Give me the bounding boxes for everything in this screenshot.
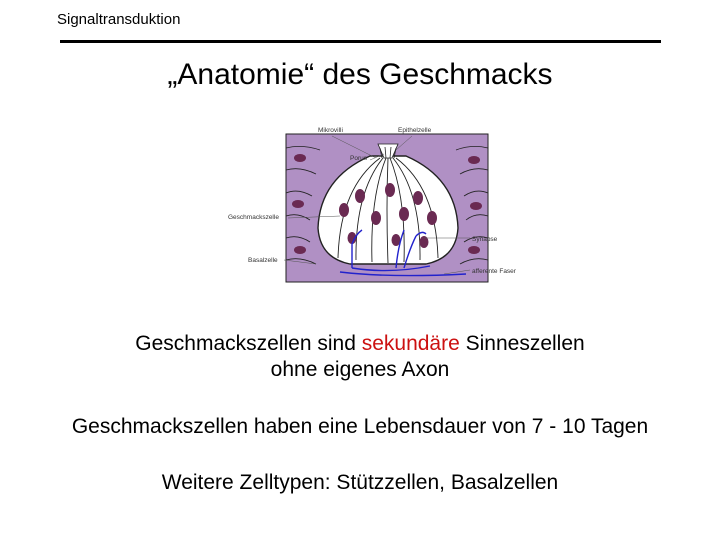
header-rule [60, 40, 661, 43]
taste-bud-diagram [220, 118, 516, 290]
text-other-cell-types: Weitere Zelltypen: Stützzellen, Basalzellen [161, 471, 559, 494]
label-pore: Porus [350, 155, 367, 162]
text-line1-part2: Sinneszellen [459, 332, 585, 355]
text-line1-part1: Geschmackszellen sind [135, 332, 362, 355]
text-highlight-secondary: sekundäre [361, 332, 460, 355]
label-taste-cell: Geschmackszelle [228, 214, 279, 221]
text-block-secondary-cells [0, 331, 720, 383]
text-line2: ohne eigenes Axon [270, 358, 450, 381]
label-synapse: Synapse [472, 236, 498, 243]
label-epithelial-cell: Epithelzelle [398, 127, 432, 134]
label-microvilli: Mikrovilli [318, 127, 343, 134]
header-label: Signaltransduktion [57, 11, 181, 28]
text-lifespan: Geschmackszellen haben eine Lebensdauer von 7 - 10 Tagen [71, 415, 649, 438]
label-afferent-fiber: afferente Faser [472, 268, 516, 275]
page-title: „Anatomie“ des Geschmacks [167, 58, 553, 91]
label-basal-cell: Basalzelle [248, 257, 278, 264]
